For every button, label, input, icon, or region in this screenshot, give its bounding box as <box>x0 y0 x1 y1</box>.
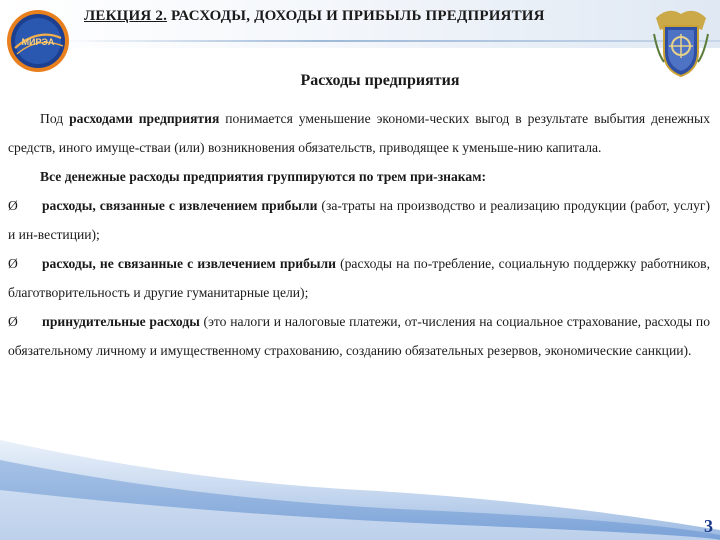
definition-term: расходами предприятия <box>69 111 220 126</box>
bullet-item <box>8 249 710 307</box>
definition-intro: Под <box>40 111 70 126</box>
definition-text: понимается уменьшение экономи-ческих выгод в результате выбытия денежных средств, иного имуще-стваи (или) возникновения обязательств, приводящее к уменьше-нию капитала. <box>8 111 710 155</box>
bullet-text: (за-траты на производство и реализацию продукции (работ, услуг) и ин-вестиции); <box>8 198 710 242</box>
bullet-text: (расходы на по-требление, социальную поддержку работников, благотворительность и другие гуманитарные цели); <box>8 256 710 300</box>
grouping-text: Все денежные расходы предприятия группируются по трем при-знакам: <box>40 169 486 184</box>
bullet-item <box>8 191 710 249</box>
bullet-text: (это налоги и налоговые платежи, от-числения на социальное страхование, расходы по обязательному личному и имущественному страхованию, созданию обязательных резервов, экономические санкции). <box>8 314 710 358</box>
bullet-arrow-icon: Ø <box>8 314 18 329</box>
bullet-heading: расходы, связанные с извлечением прибыли <box>42 198 318 213</box>
lecture-label: ЛЕКЦИЯ 2. <box>84 8 168 24</box>
logo-text: МИРЭА <box>21 37 55 47</box>
definition-paragraph <box>8 104 710 162</box>
university-emblem <box>650 4 712 78</box>
bullet-arrow-icon: Ø <box>8 198 18 213</box>
section-title: Расходы предприятия <box>300 72 460 89</box>
grouping-paragraph <box>8 162 710 191</box>
bullet-heading: принудительные расходы <box>42 314 200 329</box>
lecture-title <box>84 8 545 25</box>
bottom-wave-decoration <box>0 420 720 540</box>
lecture-topic: РАСХОДЫ, ДОХОДЫ И ПРИБЫЛЬ ПРЕДПРИЯТИЯ <box>170 8 545 24</box>
lecture-content <box>8 104 710 365</box>
bullet-arrow-icon: Ø <box>8 256 18 271</box>
mirea-logo <box>5 8 71 74</box>
bullet-item <box>8 307 710 365</box>
page-number: 3 <box>704 516 713 536</box>
bullet-heading: расходы, не связанные с извлечением прибыли <box>42 256 336 271</box>
